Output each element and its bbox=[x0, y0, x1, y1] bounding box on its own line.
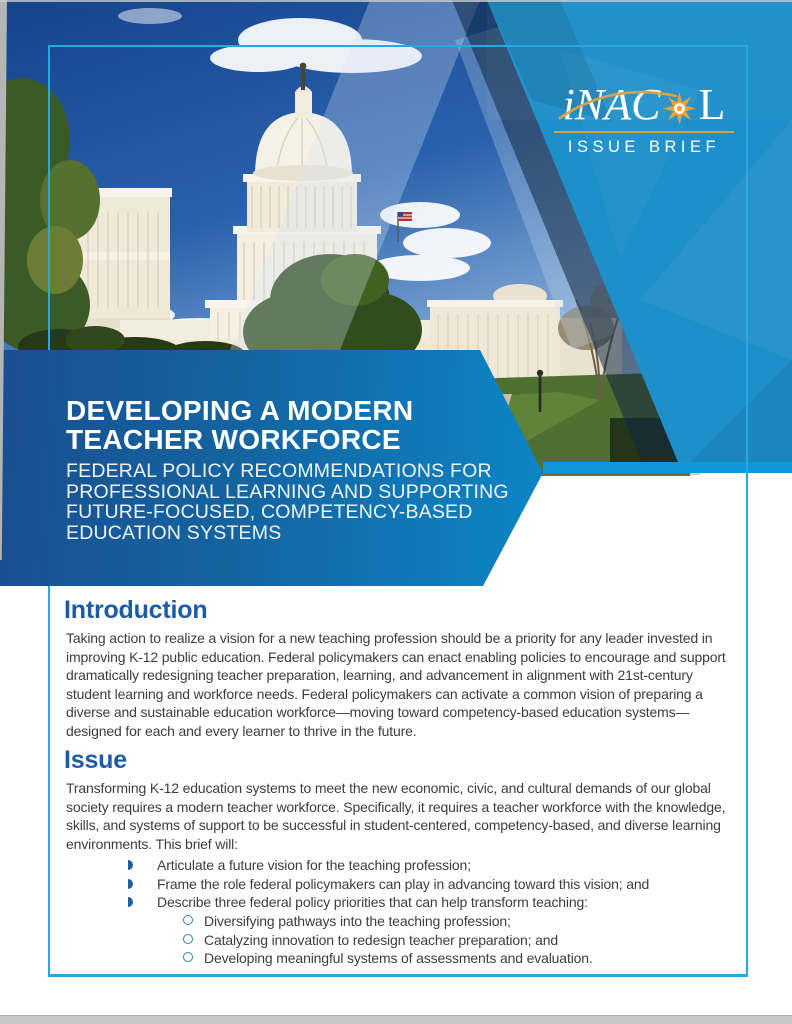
introduction-heading: Introduction bbox=[64, 596, 208, 624]
frame-right-border bbox=[746, 45, 748, 977]
inacol-wordmark bbox=[554, 80, 734, 127]
issue-bullet-list bbox=[128, 856, 649, 912]
frame-top-border bbox=[48, 45, 748, 47]
title-block bbox=[66, 396, 509, 543]
issue-paragraph: Transforming K-12 education systems to meet the new economic, civic, and cultural demands of our global society requires a modern teacher workforce. Specifically, it requires a teacher workforce with the knowledge, skills, and systems of support to be successful in student-centered, competency-based, and diverse learning environments. This brief will: bbox=[66, 780, 726, 852]
subtitle-line: FUTURE-FOCUSED, COMPETENCY-BASED bbox=[66, 501, 473, 524]
sub-bullet-text: Diversifying pathways into the teaching profession; bbox=[204, 913, 511, 929]
logo-subtitle: ISSUE BRIEF bbox=[567, 138, 721, 156]
page-title-line2: TEACHER WORKFORCE bbox=[66, 424, 401, 455]
frame-bottom-border bbox=[48, 974, 748, 977]
subtitle-line: PROFESSIONAL LEARNING AND SUPPORTING bbox=[66, 480, 509, 503]
starburst-icon bbox=[662, 90, 697, 125]
page-edge-bottom bbox=[0, 1015, 792, 1024]
brand-pre: iNAC bbox=[562, 80, 661, 129]
list-item bbox=[128, 893, 649, 912]
sub-bullet-text: Catalyzing innovation to redesign teacher preparation; and bbox=[204, 931, 558, 948]
circle-bullet-icon bbox=[183, 952, 193, 962]
bullet-arrow-icon bbox=[128, 897, 133, 907]
list-item bbox=[128, 875, 649, 894]
introduction-paragraph: Taking action to realize a vision for a new teaching profession should be a priority for any leader invested in improving K-12 public education. Federal policymakers can enact enabling policies to encourage and support dramatically redesigning teacher preparation, learning, and advancement in alignment with 21st-century student learning and workforce needs. Federal policymakers can activate a common vision of preparing a diverse and sustainable education workforce—moving toward competency-based education systems—designed for each and every learner to thrive in the future. bbox=[66, 630, 726, 739]
list-item bbox=[183, 949, 593, 968]
bullet-arrow-icon bbox=[128, 879, 133, 889]
circle-bullet-icon bbox=[183, 934, 193, 944]
list-item bbox=[183, 931, 593, 950]
list-item bbox=[183, 912, 593, 931]
bullet-text: Articulate a future vision for the teaching profession; bbox=[157, 857, 471, 873]
list-item bbox=[128, 856, 649, 875]
inacol-logo bbox=[554, 80, 734, 157]
bullet-arrow-icon bbox=[128, 860, 133, 870]
page-edge-top bbox=[0, 0, 792, 2]
logo-gold-rule bbox=[554, 131, 734, 133]
brand-post: L bbox=[698, 80, 726, 129]
subtitle-line: EDUCATION SYSTEMS bbox=[66, 521, 282, 544]
issue-heading: Issue bbox=[64, 746, 127, 774]
circle-bullet-icon bbox=[183, 915, 193, 925]
subtitle-line: FEDERAL POLICY RECOMMENDATIONS FOR bbox=[66, 460, 492, 482]
sub-bullet-text: Developing meaningful systems of assessments and evaluation. bbox=[204, 950, 593, 966]
issue-sub-bullet-list bbox=[183, 912, 593, 968]
bullet-text: Describe three federal policy priorities that can help transform teaching: bbox=[157, 894, 588, 910]
page-subtitle bbox=[66, 461, 509, 543]
bullet-text: Frame the role federal policymakers can play in advancing toward this vision; and bbox=[157, 875, 650, 892]
bright-strip bbox=[543, 462, 792, 473]
page-title-line1: DEVELOPING A MODERN bbox=[66, 395, 414, 426]
